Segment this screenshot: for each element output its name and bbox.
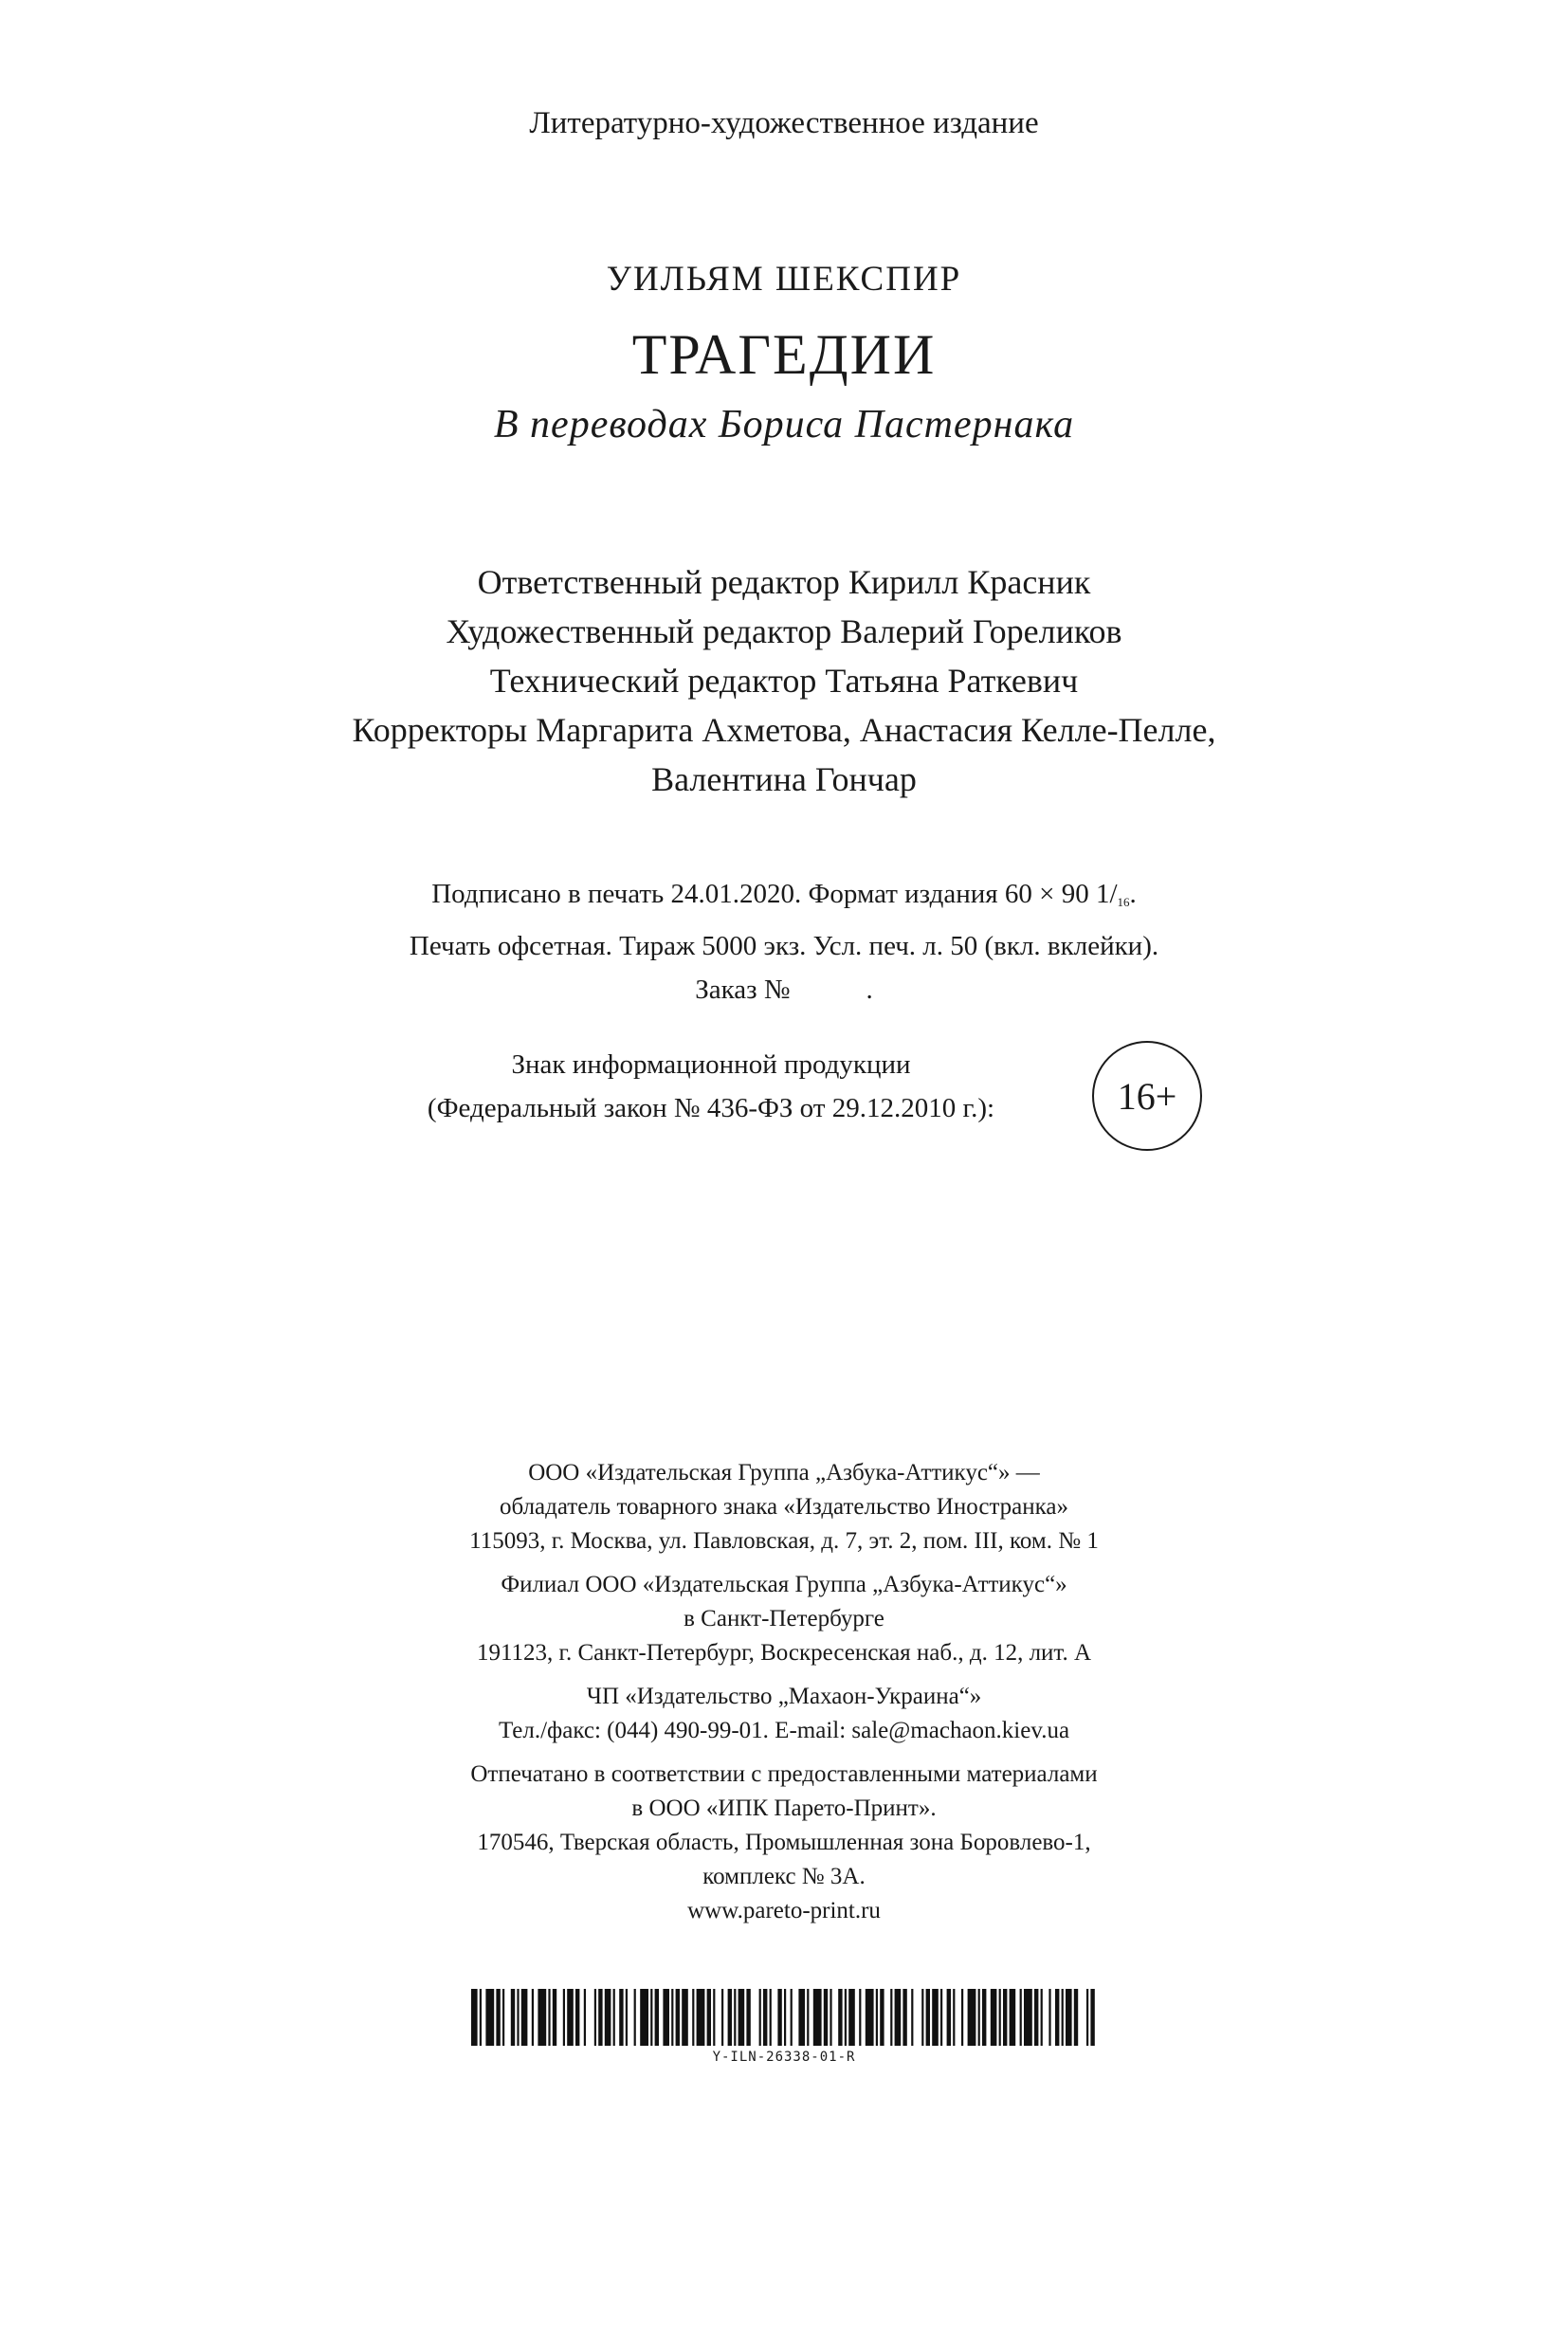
barcode-image: [471, 1989, 1097, 2046]
barcode-bar: [676, 1989, 680, 2046]
signed-line-text: Подписано в печать 24.01.2020. Формат издания 60 × 90: [431, 879, 1089, 909]
signed-line: Подписано в печать 24.01.2020. Формат издания 60 × 90 $1/_{16}$.: [431, 879, 1137, 909]
barcode-bar: [866, 1989, 874, 2046]
barcode-bar: [859, 1989, 861, 2046]
barcode-bar: [791, 1989, 793, 2046]
barcode-bar: [734, 1989, 736, 2046]
barcode-bar: [1020, 1989, 1022, 2046]
barcode-bar: [953, 1989, 955, 2046]
barcode-bar: [517, 1989, 519, 2046]
barcode-bar: [640, 1989, 648, 2046]
barcode-bar: [932, 1989, 939, 2046]
barcode-bar: [746, 1989, 750, 2046]
barcode-bar: [830, 1989, 831, 2046]
barcode-bar: [655, 1989, 659, 2046]
barcode-bar: [532, 1989, 534, 2046]
barcode-bar: [880, 1989, 884, 2046]
barcode-bar: [876, 1989, 878, 2046]
book-title: ТРАГЕДИИ: [631, 323, 937, 386]
barcode-bar: [548, 1989, 550, 2046]
barcode-bar: [613, 1989, 615, 2046]
publisher-line: Филиал ООО «Издательская Группа „Азбука-Аттикус“»: [501, 1572, 1067, 1597]
barcode-bar: [770, 1989, 772, 2046]
barcode-bar: [567, 1989, 574, 2046]
barcode-bar: [807, 1989, 809, 2046]
barcode-bar: [999, 1989, 1001, 2046]
imprint-info: [0, 872, 1568, 1011]
barcode-bar: [619, 1989, 623, 2046]
barcode-bar: [978, 1989, 980, 2046]
credit-line: Валентина Гончар: [651, 760, 917, 798]
barcode-bar: [626, 1989, 628, 2046]
credit-line: Технический редактор Татьяна Раткевич: [489, 662, 1079, 700]
format-fraction-den: 16: [1117, 895, 1130, 909]
barcode-bar: [911, 1989, 913, 2046]
barcode-bar: [598, 1989, 602, 2046]
barcode-bar: [471, 1989, 478, 2046]
publisher-line: обладатель товарного знака «Издательство Иностранка»: [499, 1494, 1069, 1520]
order-line: [0, 968, 1568, 1011]
barcode-bar: [707, 1989, 711, 2046]
author-name: УИЛЬЯМ ШЕКСПИР: [606, 260, 962, 299]
publisher-info: [0, 1456, 1568, 1928]
barcode-bar: [1034, 1989, 1038, 2046]
barcode-bar: [697, 1989, 705, 2046]
age-rating-label: [351, 1043, 1071, 1130]
age-rating-line: Знак информационной продукции: [511, 1049, 911, 1080]
barcode-bar: [1090, 1989, 1094, 2046]
barcode-bar: [721, 1989, 723, 2046]
publisher-line: ЧП «Издательство „Махаон-Украина“»: [586, 1684, 982, 1709]
barcode-bar: [594, 1989, 596, 2046]
barcode-bar: [813, 1989, 822, 2046]
barcode-bar: [553, 1989, 556, 2046]
barcode-bar: [692, 1989, 694, 2046]
publisher-line: 115093, г. Москва, ул. Павловская, д. 7, эт. 2, пом. III, ком. № 1: [469, 1528, 1099, 1554]
publisher-line: ООО «Издательская Группа „Азбука-Аттикус“» —: [528, 1460, 1040, 1485]
barcode-bar: [1074, 1989, 1078, 2046]
barcode-bar: [968, 1989, 976, 2046]
barcode-bar: [496, 1989, 500, 2046]
barcode-bar: [947, 1989, 951, 2046]
barcode-bar: [1086, 1989, 1088, 2046]
series-label: Литературно-художественное издание: [529, 106, 1039, 140]
barcode-bar: [575, 1989, 579, 2046]
credit-line: Ответственный редактор Кирилл Красник: [477, 563, 1091, 601]
barcode-bar: [890, 1989, 892, 2046]
barcode-bar: [1066, 1989, 1072, 2046]
age-rating-line: (Федеральный закон № 436-ФЗ от 29.12.2010 г.):: [427, 1093, 995, 1123]
barcode-bar: [1055, 1989, 1059, 2046]
barcode-bar: [759, 1989, 761, 2046]
barcode-bar: [845, 1989, 847, 2046]
barcode: [0, 1989, 1568, 2050]
barcode-bar: [1062, 1989, 1064, 2046]
print-line: Печать офсетная. Тираж 5000 экз. Усл. печ. л. 50 (вкл. вклейки).: [409, 931, 1159, 961]
printer-line: Отпечатано в соответствии с предоставленными материалами: [470, 1761, 1098, 1787]
editorial-credits: [0, 557, 1568, 804]
barcode-bar: [682, 1989, 688, 2046]
barcode-bar: [563, 1989, 565, 2046]
age-rating-badge: 16+: [1092, 1041, 1202, 1151]
barcode-bar: [538, 1989, 546, 2046]
barcode-bar: [798, 1989, 805, 2046]
barcode-bar: [1003, 1989, 1007, 2046]
barcode-bar: [903, 1989, 906, 2046]
barcode-bar: [838, 1989, 842, 2046]
barcode-bar: [485, 1989, 494, 2046]
barcode-bar: [961, 1989, 963, 2046]
barcode-bar: [605, 1989, 611, 2046]
barcode-bar: [982, 1989, 986, 2046]
printer-line: комплекс № 3А.: [702, 1864, 866, 1889]
barcode-bar: [502, 1989, 504, 2046]
barcode-bar: [728, 1989, 732, 2046]
barcode-bar: [763, 1989, 767, 2046]
publisher-line: Тел./факс: (044) 490-99-01. E-mail: sale@machaon.kiev.ua: [498, 1718, 1070, 1743]
barcode-bar: [926, 1989, 930, 2046]
barcode-bar: [521, 1989, 528, 2046]
barcode-bar: [713, 1989, 715, 2046]
printer-line: в ООО «ИПК Парето-Принт».: [631, 1795, 937, 1821]
barcode-bar: [584, 1989, 586, 2046]
barcode-bar: [940, 1989, 942, 2046]
publisher-line: 191123, г. Санкт-Петербург, Воскресенская наб., д. 12, лит. А: [476, 1640, 1092, 1666]
barcode-bar: [634, 1989, 636, 2046]
barcode-bar: [991, 1989, 997, 2046]
order-end: .: [866, 975, 873, 1005]
barcode-bar: [511, 1989, 515, 2046]
credit-line: Художественный редактор Валерий Гореликов: [446, 612, 1122, 650]
barcode-bar: [650, 1989, 652, 2046]
barcode-bar: [784, 1989, 786, 2046]
barcode-bar: [777, 1989, 781, 2046]
book-subtitle: В переводах Бориса Пастернака: [493, 403, 1075, 447]
barcode-bar: [895, 1989, 902, 2046]
printer-website: www.pareto-print.ru: [687, 1898, 881, 1923]
barcode-bar: [1041, 1989, 1043, 2046]
barcode-bar: [1010, 1989, 1016, 2046]
order-label: Заказ №: [695, 975, 791, 1005]
format-fraction: $1/_{16}$: [1095, 879, 1130, 909]
barcode-bar: [848, 1989, 855, 2046]
barcode-bar: [663, 1989, 669, 2046]
barcode-bar: [738, 1989, 745, 2046]
barcode-bar: [824, 1989, 828, 2046]
printer-line: 170546, Тверская область, Промышленная зона Боровлево-1,: [477, 1830, 1091, 1855]
format-fraction-num: 1: [1095, 879, 1110, 909]
barcode-bar: [671, 1989, 673, 2046]
barcode-bar: [921, 1989, 923, 2046]
publisher-line: в Санкт-Петербурге: [684, 1606, 884, 1631]
credit-line: Корректоры Маргарита Ахметова, Анастасия Келле-Пелле,: [352, 711, 1216, 749]
barcode-caption: Y-ILN-26338-01-R: [712, 2050, 856, 2065]
barcode-bar: [480, 1989, 482, 2046]
barcode-bar: [1024, 1989, 1032, 2046]
barcode-bar: [1048, 1989, 1050, 2046]
